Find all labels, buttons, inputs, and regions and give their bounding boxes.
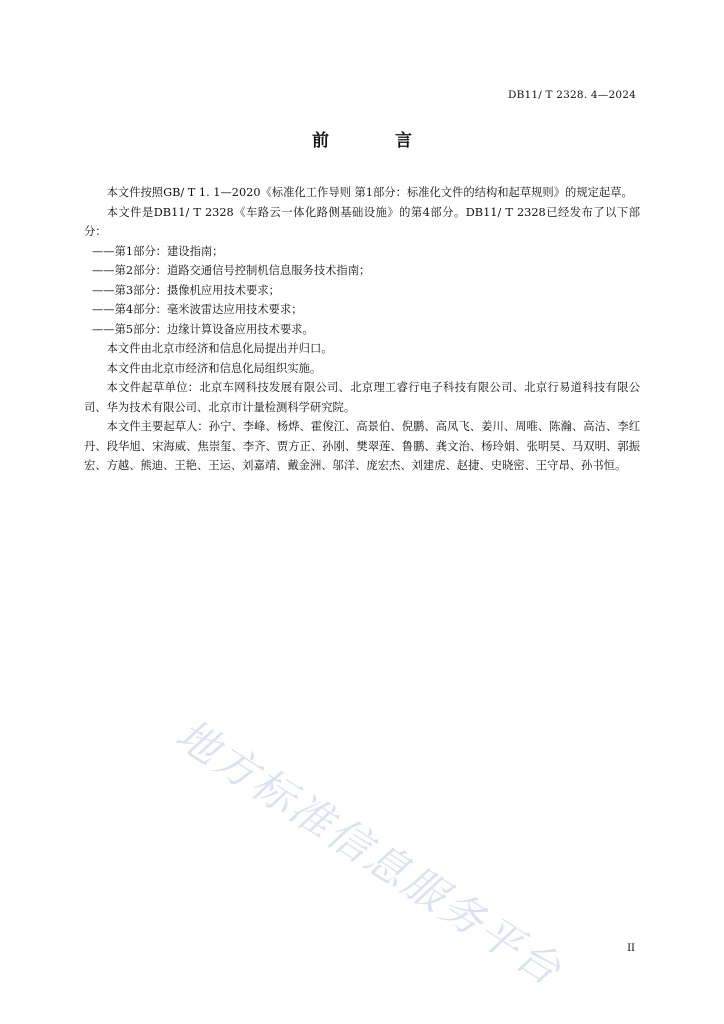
part-list-item: ——第1部分：建设指南； xyxy=(92,244,224,258)
standard-code: DB11/ T 2328. 4—2024 xyxy=(507,89,636,101)
paragraph-drafting-units: 本文件起草单位：北京车网科技发展有限公司、北京理工睿行电子科技有限公司、北京行易道科技有限公司、华为技术有限公司、北京市计量检测科学研究院。 xyxy=(84,381,640,414)
part-list-item: ——第2部分：道路交通信号控制机信息服务技术指南； xyxy=(92,264,371,277)
part-list-item: ——第5部分：边缘计算设备应用技术要求。 xyxy=(92,322,314,336)
page-title: 前 言 xyxy=(312,131,442,151)
paragraph-series-intro: 本文件是DB11/ T 2328《车路云一体化路侧基础设施》的第4部分。DB11/ T 2328已经发布了以下部分： xyxy=(84,205,640,238)
paragraph-implementer: 本文件由北京市经济和信息化局组织实施。 xyxy=(106,361,322,375)
paragraph-drafters: 本文件主要起草人：孙宁、李峰、杨烨、霍俊江、高景伯、倪鹏、高凤飞、姜川、周唯、陈瀚、高洁、李红丹、段华旭、宋海威、焦崇玺、李齐、贾方正、孙刚、樊翠莲、鲁鹏、龚文治、杨玲娟、张明昊、马双明、郭振宏、方越、熊迪、王艳、王运、刘嘉靖、戴金洲、邬洋、庞宏杰、刘建虎、赵捷、史晓密、王守昂、孙书恒。 xyxy=(84,420,640,472)
document-body xyxy=(84,183,640,476)
part-list-item: ——第4部分：毫米波雷达应用技术要求； xyxy=(92,303,303,316)
watermark: 地方标准信息服务平台 xyxy=(167,709,572,996)
part-list-item: ——第3部分：摄像机应用技术要求； xyxy=(92,283,280,297)
paragraph-drafting-basis: 本文件按照GB/ T 1. 1—2020《标准化工作导则 第1部分：标准化文件的结构和起草规则》的规定起草。 xyxy=(106,186,633,199)
page-number: II xyxy=(627,943,635,954)
paragraph-proposer: 本文件由北京市经济和信息化局提出并归口。 xyxy=(106,342,333,355)
